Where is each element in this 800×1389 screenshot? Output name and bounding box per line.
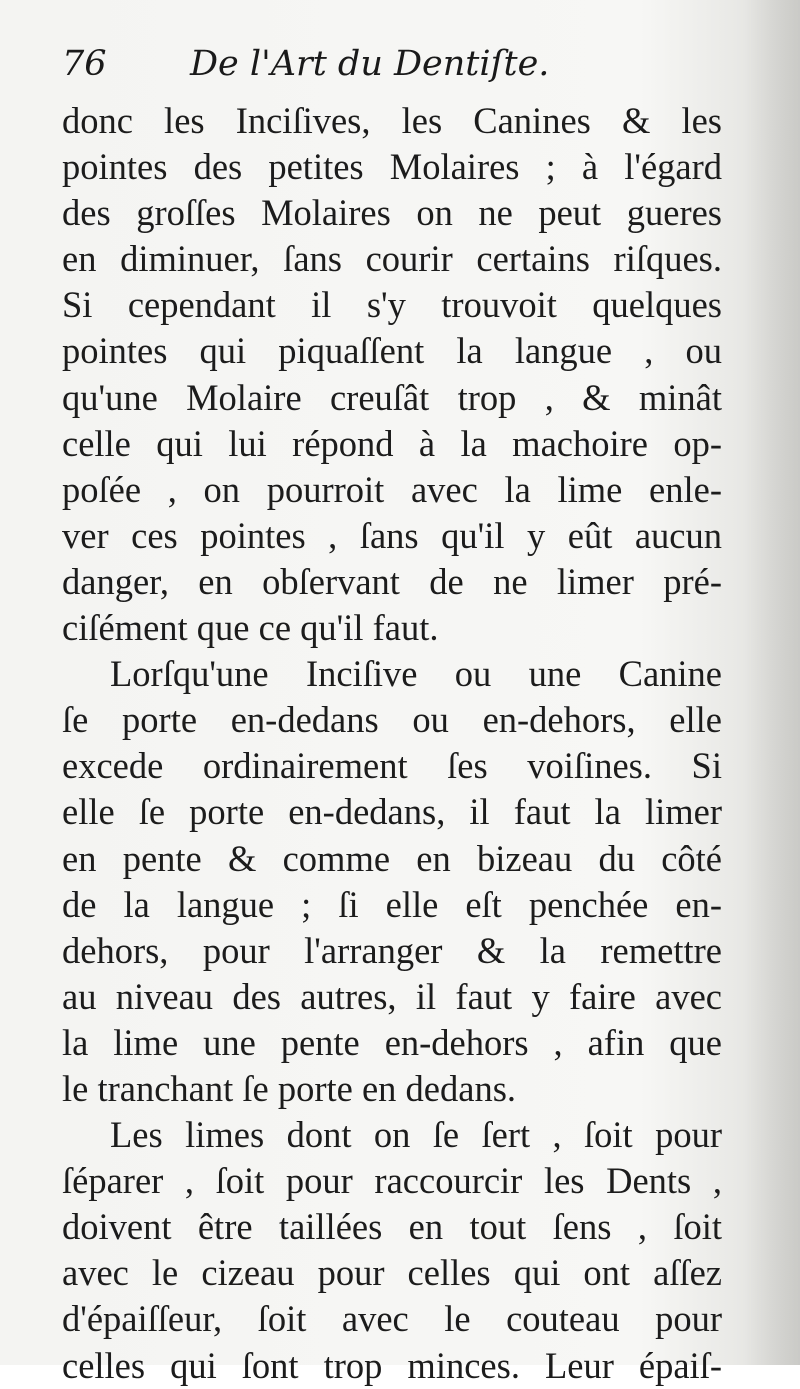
text-line: Lorſqu'une Inciſive ou une Canine [110,653,722,695]
text-line: pointes qui piquaſſent la langue , ou [62,330,722,372]
text-line: danger, en obſervant de ne limer pré- [62,560,722,602]
text-line: d'épaiſſeur, ſoit avec le couteau pour [62,1298,722,1340]
text-line: doivent être taillées en tout ſens , ſoit [62,1206,722,1248]
page-body [62,98,722,1389]
page-number: 76 [62,44,107,84]
paragraph-3 [62,1112,722,1389]
text-line: elle ſe porte en-dedans, il faut la limer [62,791,722,833]
text-line: celle qui lui répond à la machoire op- [62,422,722,464]
text-line: de la langue ; ſi elle eſt penchée en- [62,883,722,925]
text-line: des groſſes Molaires on ne peut gueres [62,192,722,234]
text-line: poſée , on pourroit avec la lime enle- [62,468,722,510]
text-line: pointes des petites Molaires ; à l'égard [62,146,722,188]
paragraph-1 [62,98,722,651]
text-line: excede ordinairement ſes voiſines. Si [62,745,722,787]
text-line: ſe porte en-dedans ou en-dehors, elle [62,699,722,741]
text-line: ſéparer , ſoit pour raccourcir les Dents , [62,1160,722,1202]
text-line: ver ces pointes , ſans qu'il y eût aucun [62,514,722,556]
text-line: au niveau des autres, il faut y faire avec [62,975,722,1017]
text-line: avec le cizeau pour celles qui ont aſſez [62,1252,722,1294]
text-line: la lime une pente en-dehors , afin que [62,1021,722,1063]
text-line: qu'une Molaire creuſât trop , & minât [62,376,722,418]
text-line: en pente & comme en bizeau du côté [62,837,722,879]
text-line: Les limes dont on ſe ſert , ſoit pour [110,1114,722,1156]
paragraph-2 [62,651,722,1112]
text-line: Si cependant il s'y trouvoit quelques [62,284,722,326]
text-line: en diminuer, ſans courir certains riſques. [62,238,722,280]
text-line: ciſément que ce qu'il faut. [62,607,439,649]
text-line: donc les Inciſives, les Canines & les [62,100,722,141]
running-title: De l'Art du Dentiſte. [190,44,550,84]
text-line: le tranchant ſe porte en dedans. [62,1067,517,1109]
text-line: dehors, pour l'arranger & la remettre [62,929,722,971]
running-header [62,44,549,84]
text-line: celles qui ſont trop minces. Leur épaiſ- [62,1344,722,1386]
